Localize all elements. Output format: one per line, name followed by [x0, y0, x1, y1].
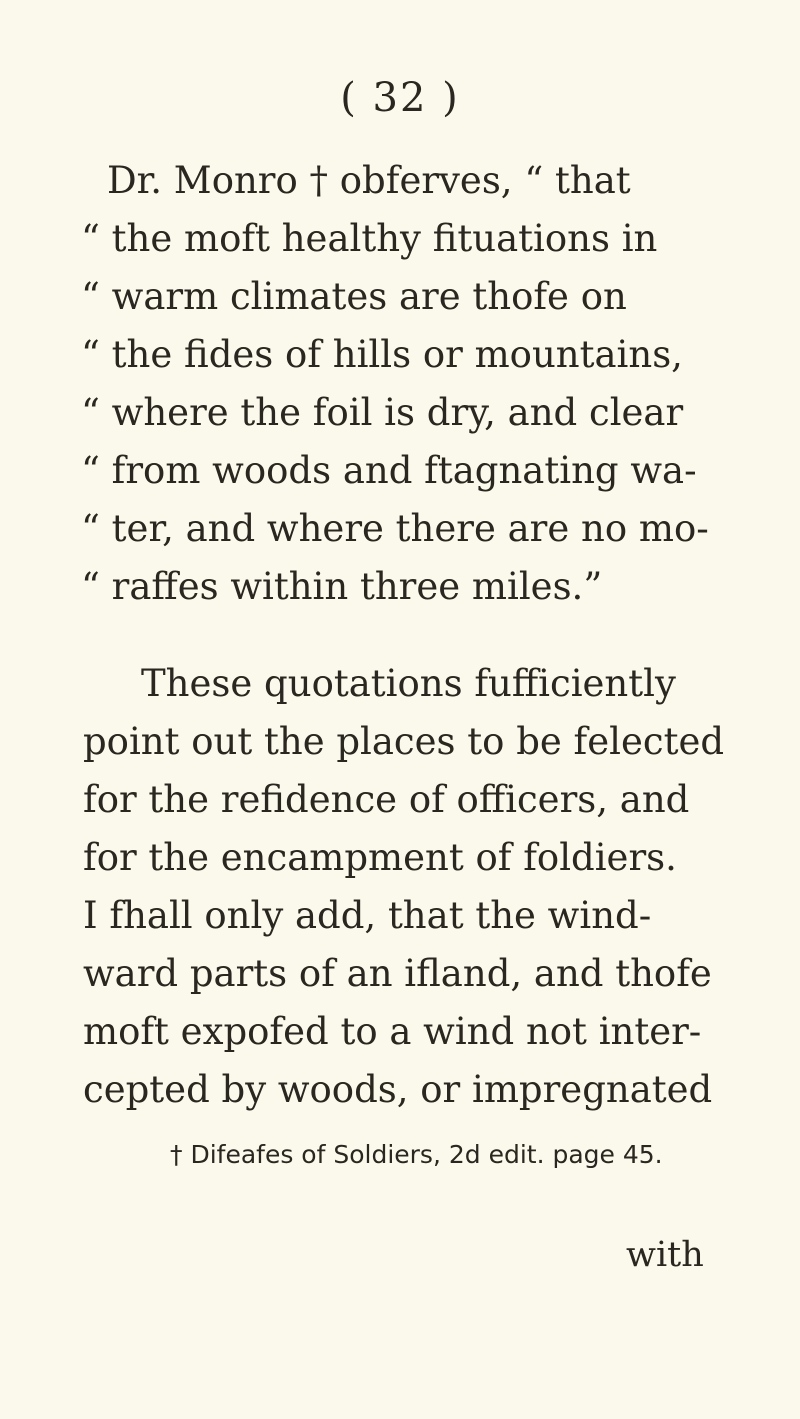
footnote: † Difeafes of Soldiers, 2d edit. page 45.: [170, 1140, 663, 1169]
catchword: with: [626, 1235, 704, 1275]
text-line: “ where the foil is dry, and clear: [81, 391, 684, 434]
text-line: for the encampment of foldiers.: [83, 836, 677, 879]
text-line: “ warm climates are thofe on: [81, 275, 627, 318]
text-line: point out the places to be felected: [83, 720, 725, 763]
text-line: “ the moft healthy fituations in: [81, 217, 658, 260]
text-line: These quotations fufficiently: [141, 662, 676, 705]
text-line: I fhall only add, that the wind-: [83, 894, 652, 937]
page-number: ( 32 ): [340, 75, 460, 121]
text-line: “ from woods and ftagnating wa-: [81, 449, 697, 492]
text-line: for the refidence of officers, and: [83, 778, 690, 821]
text-line: Dr. Monro † obferves, “ that: [107, 159, 631, 202]
text-line: ward parts of an ifland, and thofe: [83, 952, 712, 995]
text-line: “ ter, and where there are no mo-: [81, 507, 709, 550]
text-line: “ the fides of hills or mountains,: [81, 333, 683, 376]
text-line: moft expofed to a wind not inter-: [83, 1010, 702, 1053]
text-line: “ raffes within three miles.”: [81, 565, 603, 608]
text-line: cepted by woods, or impregnated: [83, 1068, 713, 1111]
